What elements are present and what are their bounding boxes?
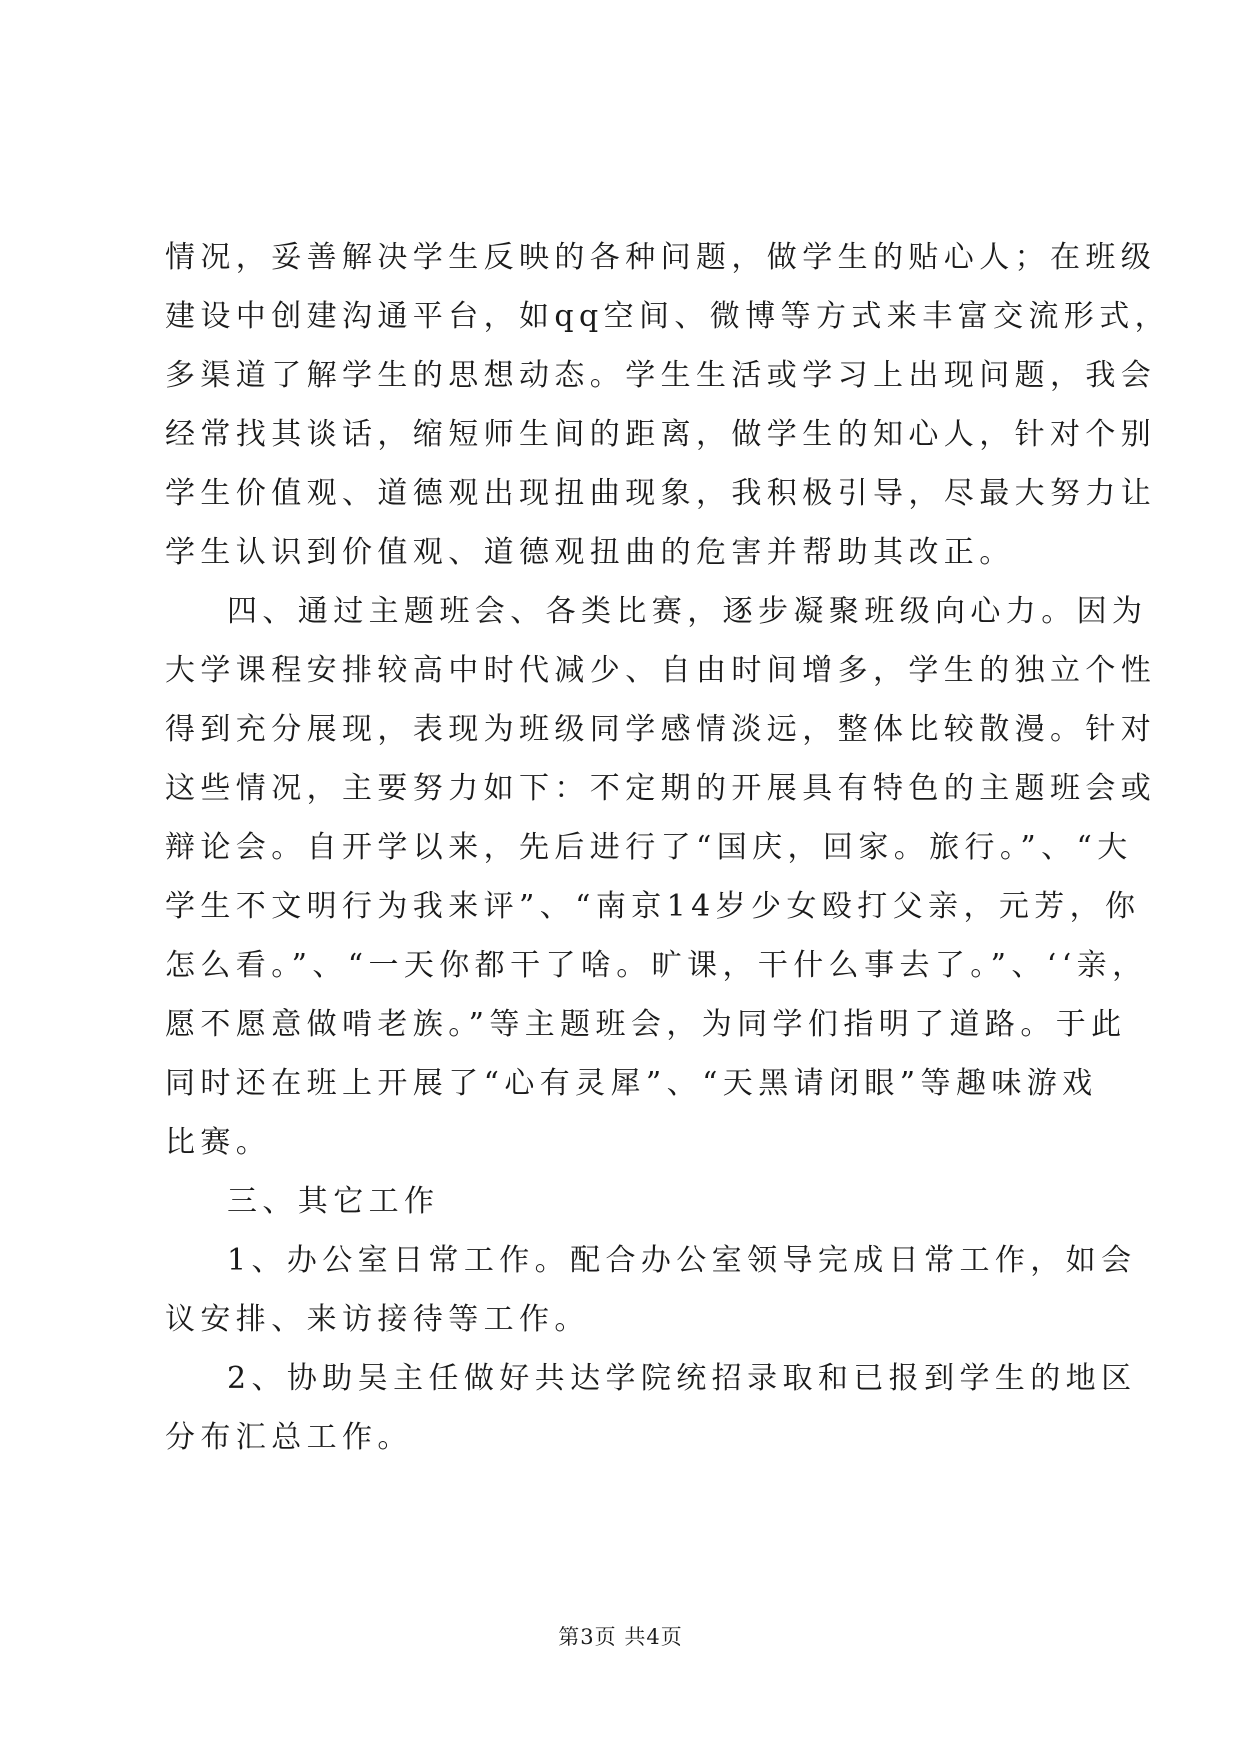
text-line: 得到充分展现，表现为班级同学感情淡远，整体比较散漫。针对 [165,712,1157,747]
text-line: 愿不愿意做啃老族。”等主题班会，为同学们指明了道路。于此 [165,1007,1127,1042]
text-line: 多渠道了解学生的思想动态。学生生活或学习上出现问题，我会 [165,358,1157,393]
paragraph-start-line: 1、办公室日常工作。配合办公室领导完成日常工作，如会 [227,1243,1137,1278]
text-line: 怎么看。”、“一天你都干了啥。旷课，干什么事去了。”、‘‘亲， [165,948,1148,983]
document-body [165,228,1171,1467]
text-line: 学生认识到价值观、道德观扭曲的危害并帮助其改正。 [165,535,1015,570]
text-line: 这些情况，主要努力如下：不定期的开展具有特色的主题班会或 [165,771,1157,806]
page-number-footer: 第3页 共4页 [558,1625,683,1649]
text-line: 学生不文明行为我来评”、“南京14岁少女殴打父亲，元芳，你 [165,889,1141,924]
text-line: 分布汇总工作。 [165,1420,413,1455]
text-line: 同时还在班上开展了“心有灵犀”、“天黑请闭眼”等趣味游戏 [165,1066,1098,1101]
text-line: 情况，妥善解决学生反映的各种问题，做学生的贴心人；在班级 [165,240,1157,275]
text-line: 比赛。 [165,1125,272,1160]
paragraph-start-line: 2、协助吴主任做好共达学院统招录取和已报到学生的地区 [227,1361,1137,1396]
section-heading: 三、其它工作 [227,1184,440,1219]
text-line: 学生价值观、道德观出现扭曲现象，我积极引导，尽最大努力让 [165,476,1157,511]
text-line: 建设中创建沟通平台，如qq空间、微博等方式来丰富交流形式， [165,299,1171,334]
text-line: 大学课程安排较高中时代减少、自由时间增多，学生的独立个性 [165,653,1157,688]
text-line: 辩论会。自开学以来，先后进行了“国庆，回家。旅行。”、“大 [165,830,1133,865]
text-line: 经常找其谈话，缩短师生间的距离，做学生的知心人，针对个别 [165,417,1157,452]
text-line: 议安排、来访接待等工作。 [165,1302,590,1337]
paragraph-start-line: 四、通过主题班会、各类比赛，逐步凝聚班级向心力。因为 [227,594,1148,629]
